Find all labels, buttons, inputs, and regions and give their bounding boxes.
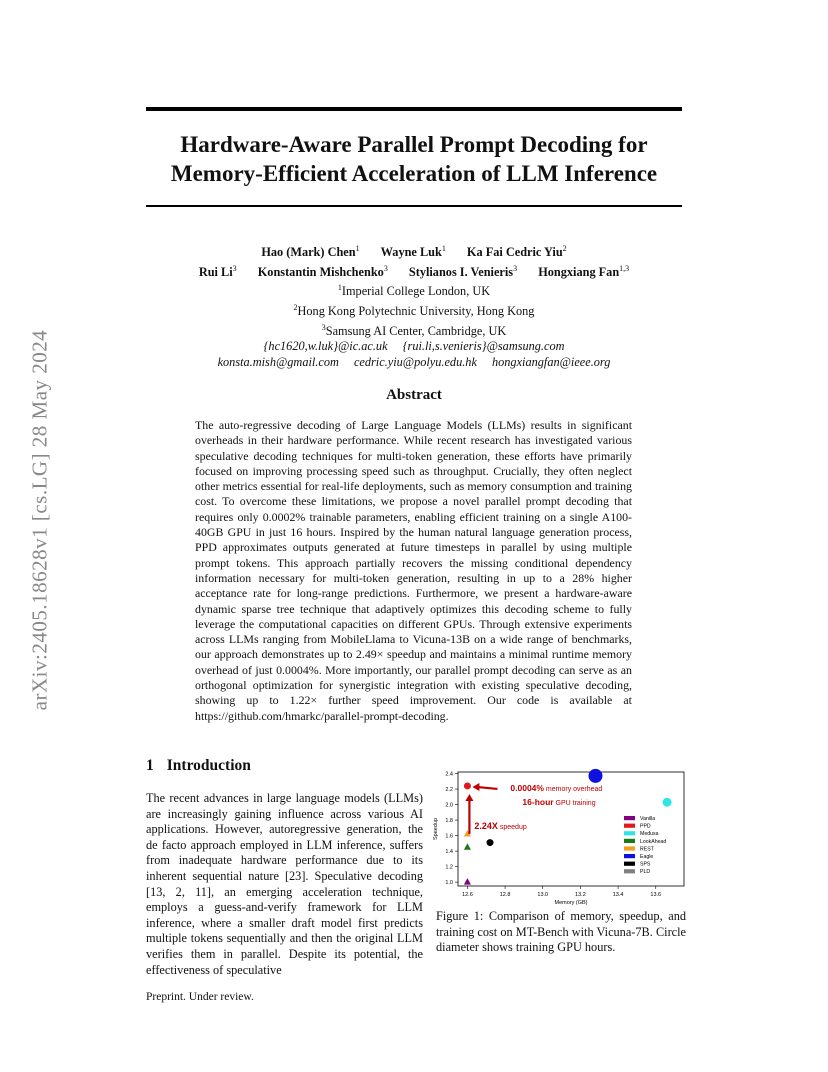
y-tick-label: 1.0 bbox=[445, 880, 453, 887]
training-annotation bbox=[522, 797, 595, 807]
memory-arrow-head bbox=[472, 783, 479, 791]
y-tick-label: 2.0 bbox=[445, 802, 453, 809]
data-point-lookahead bbox=[464, 843, 471, 850]
speedup-memory-chart bbox=[430, 768, 686, 906]
memory-annotation-bold: 0.0004% bbox=[510, 782, 544, 793]
legend-swatch-eagle bbox=[624, 854, 635, 858]
legend-label-rest: REST bbox=[640, 846, 654, 853]
speedup-annotation-rest: speedup bbox=[497, 823, 527, 831]
affiliation: $^1$Imperial College London, UK bbox=[337, 283, 491, 299]
training-annotation-bold: 16-hour bbox=[522, 796, 554, 807]
legend-swatch-vanilla bbox=[624, 816, 635, 820]
speedup-arrow-head bbox=[465, 794, 473, 801]
legend-swatch-pld bbox=[624, 869, 635, 873]
data-point-vanilla bbox=[464, 878, 471, 885]
y-tick-label: 1.6 bbox=[445, 833, 453, 840]
arxiv-sidebar bbox=[20, 280, 60, 760]
section-number: 1 bbox=[146, 757, 154, 774]
author-name: Stylianos I. Venieris$^3$ bbox=[408, 263, 518, 279]
x-tick-label: 12.6 bbox=[462, 892, 473, 898]
title-bottom-rule bbox=[146, 205, 682, 207]
email[interactable]: konsta.mish@gmail.com bbox=[217, 355, 339, 370]
speedup-annotation bbox=[474, 821, 526, 831]
affiliation: $^3$Samsung AI Center, Cambridge, UK bbox=[321, 322, 507, 338]
legend-label-sps: SPS bbox=[640, 861, 651, 868]
author-name: Hao (Mark) Chen$^1$ bbox=[261, 244, 360, 260]
y-tick-label: 1.4 bbox=[445, 849, 453, 856]
y-axis-label: Speedup bbox=[433, 817, 439, 841]
legend-swatch-rest bbox=[624, 846, 635, 850]
legend-label-vanilla: Vanilla bbox=[640, 816, 656, 822]
x-tick-label: 12.8 bbox=[499, 892, 511, 898]
email-row-1 bbox=[146, 339, 682, 355]
abstract-heading: Abstract bbox=[386, 387, 442, 403]
legend-swatch-lookahead bbox=[624, 839, 635, 843]
arxiv-identifier: arXiv:2405.18628v1 [cs.LG] 28 May 2024 bbox=[27, 329, 52, 711]
legend-label-pld: PLD bbox=[640, 869, 651, 876]
y-tick-label: 1.8 bbox=[445, 818, 453, 825]
email[interactable]: {rui.li,s.venieris}@samsung.com bbox=[402, 339, 565, 354]
data-point-eagle bbox=[588, 769, 602, 783]
intro-text: The recent advances in large language models (LLMs) are increasingly gaining influence across various AI applications. However, autoregressive generation, the de facto approach employed in LLM inference, suffers from inadequate hardware performance due to its inherent sequential nature [23]. Speculative decoding [13, 2, 11], an emerging acceleration technique, employs a guess-and-verify framework for LLM inference, where a smaller draft model first predicts multiple tokens sequentially and then the original LLM verifies them in parallel. Despite its potential, the effectiveness of speculative bbox=[146, 791, 423, 977]
email[interactable]: hongxiangfan@ieee.org bbox=[491, 355, 611, 370]
author-row-1 bbox=[146, 241, 682, 261]
intro-body bbox=[146, 791, 423, 978]
data-point-medusa bbox=[663, 798, 672, 807]
memory-annotation-rest: memory overhead bbox=[543, 785, 603, 793]
training-annotation-rest: GPU training bbox=[553, 799, 596, 807]
legend-label-ppd: PPD bbox=[640, 823, 651, 830]
y-tick-label: 2.4 bbox=[445, 771, 453, 778]
title-top-rule bbox=[146, 107, 682, 111]
x-axis-label: Memory (GB) bbox=[554, 900, 588, 906]
y-tick-label: 1.2 bbox=[445, 864, 453, 871]
memory-annotation bbox=[510, 783, 602, 793]
data-point-ppd bbox=[464, 782, 471, 789]
x-tick-label: 13.0 bbox=[537, 892, 549, 898]
data-point-sps bbox=[487, 839, 494, 846]
legend-label-medusa: Medusa bbox=[640, 831, 659, 838]
author-name: Wayne Luk$^1$ bbox=[380, 244, 446, 260]
footer-note: Preprint. Under review. bbox=[146, 991, 254, 1003]
author-name: Ka Fai Cedric Yiu$^2$ bbox=[466, 244, 567, 260]
x-tick-label: 13.6 bbox=[650, 892, 662, 898]
x-tick-label: 13.4 bbox=[612, 892, 624, 898]
x-tick-label: 13.2 bbox=[575, 892, 586, 898]
section-heading bbox=[146, 757, 251, 775]
title-line-2: Memory-Efficient Acceleration of LLM Inference bbox=[170, 161, 658, 186]
figure-caption: Figure 1: Comparison of memory, speedup, and training cost on MT-Bench with Vicuna-7B. Circle diameter shows training GPU hours. bbox=[436, 909, 686, 955]
email-row-2 bbox=[146, 355, 682, 371]
legend-label-lookahead: LookAhead bbox=[640, 838, 667, 845]
abstract-text: The auto-regressive decoding of Large Language Models (LLMs) results in significant overheads in their hardware performance. While recent research has investigated various speculative decoding techniques for multi-token generation, these efforts have primarily focused on improving processing speed such as throughput. Crucially, they often neglect other metrics essential for real-life deployments, such as memory consumption and training cost. To overcome these limitations, we propose a novel parallel prompt decoding that requires only 0.0002% trainable parameters, enabling efficient training on a single A100-40GB GPU in just 16 hours. Inspired by the human natural language generation process, PPD approximates outputs generated at future timesteps in parallel by using multiple prompt tokens. This approach partially recovers the missing conditional dependency information necessary for multi-token generation, resulting in up to a 28% higher acceptance rate for long-range predictions. Furthermore, we present a hardware-aware dynamic sparse tree technique that adaptively optimizes this decoding scheme to fully leverage the computational capacities on different GPUs. Through extensive experiments across LLMs ranging from MobileLlama to Vicuna-13B on a wide range of benchmarks, our approach demonstrates up to 2.49× speedup and maintains a minimal runtime memory overhead of just 0.0004%. More importantly, our parallel prompt decoding can serve as an orthogonal optimization for synergistic integration with existing speculative decoding, showing up to 1.22× further speed improvement. Our code is available at https://github.com/hmarkc/parallel-prompt-decoding. bbox=[195, 418, 632, 723]
author-row-2 bbox=[146, 261, 682, 281]
author-name: Rui Li$^3$ bbox=[198, 263, 237, 279]
legend-swatch-medusa bbox=[624, 831, 635, 835]
author-name: Konstantin Mishchenko$^3$ bbox=[257, 263, 388, 279]
author-name: Hongxiang Fan$^{1,3}$ bbox=[538, 263, 630, 279]
speedup-annotation-bold: 2.24X bbox=[474, 820, 498, 831]
section-title: Introduction bbox=[166, 757, 251, 774]
abstract-body bbox=[195, 418, 632, 724]
email[interactable]: {hc1620,w.luk}@ic.ac.uk bbox=[263, 339, 388, 354]
legend-label-eagle: Eagle bbox=[640, 854, 654, 860]
title-line-1: Hardware-Aware Parallel Prompt Decoding for bbox=[180, 132, 648, 157]
paper-title bbox=[146, 130, 682, 188]
email[interactable]: cedric.yiu@polyu.edu.hk bbox=[353, 355, 477, 370]
affiliation: $^2$Hong Kong Polytechnic University, Hong Kong bbox=[293, 303, 535, 319]
legend-swatch-sps bbox=[624, 862, 635, 866]
author-block bbox=[146, 241, 682, 371]
y-tick-label: 2.2 bbox=[445, 787, 453, 794]
legend-swatch-ppd bbox=[624, 824, 635, 828]
memory-arrow bbox=[476, 787, 497, 789]
